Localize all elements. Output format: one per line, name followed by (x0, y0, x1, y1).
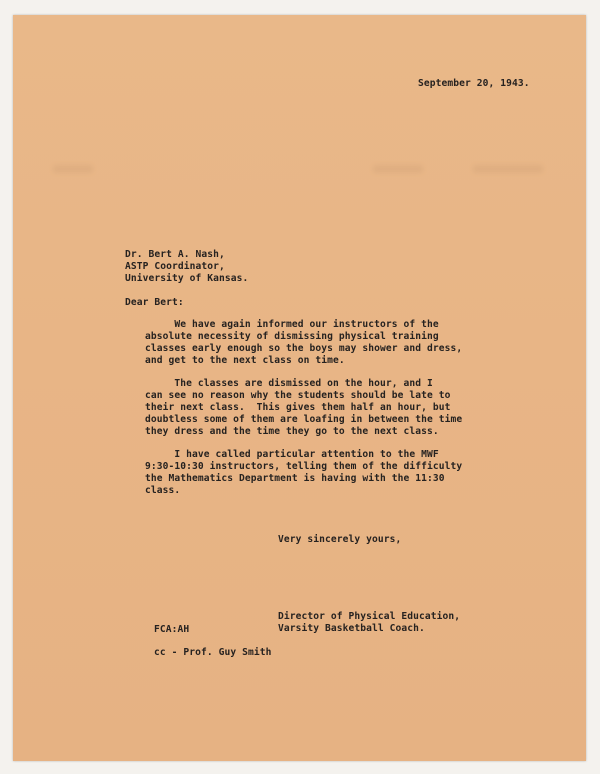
paragraph-1-line-4: and get to the next class on time. (145, 355, 345, 366)
letter-page (13, 15, 586, 761)
paragraph-1-line-2: absolute necessity of dismissing physical training (145, 331, 439, 342)
paragraph-2-line-1: The classes are dismissed on the hour, and I (145, 378, 433, 389)
paragraph-3-line-2: 9:30-10:30 instructors, telling them of the difficulty (145, 461, 463, 472)
carbon-copy: cc - Prof. Guy Smith (154, 647, 272, 658)
paragraph-3-line-3: the Mathematics Department is having with the 11:30 (145, 473, 445, 484)
recipient-name: Dr. Bert A. Nash, (125, 249, 225, 260)
paragraph-2-line-3: their next class. This gives them half an hour, but (145, 402, 451, 413)
paragraph-1-line-1: We have again informed our instructors of the (145, 319, 439, 330)
signature-title-line-1: Director of Physical Education, (278, 611, 461, 622)
typist-initials: FCA:AH (154, 624, 190, 635)
letter-date: September 20, 1943. (418, 78, 530, 89)
paragraph-1-line-3: classes early enough so the boys may shower and dress, (145, 343, 463, 354)
show-through-mark (373, 165, 423, 173)
show-through-mark (53, 165, 93, 173)
paragraph-3-line-4: class. (145, 485, 181, 496)
paragraph-3-line-1: I have called particular attention to the MWF (145, 449, 439, 460)
show-through-mark (473, 165, 543, 173)
paragraph-2-line-5: they dress and the time they go to the next class. (145, 426, 439, 437)
closing: Very sincerely yours, (278, 534, 402, 545)
salutation: Dear Bert: (125, 297, 184, 308)
signature-title-line-2: Varsity Basketball Coach. (278, 623, 425, 634)
paragraph-2-line-2: can see no reason why the students should be late to (145, 390, 451, 401)
paragraph-2-line-4: doubtless some of them are loafing in between the time (145, 414, 463, 425)
recipient-title: ASTP Coordinator, (125, 261, 225, 272)
recipient-institution: University of Kansas. (125, 273, 249, 284)
